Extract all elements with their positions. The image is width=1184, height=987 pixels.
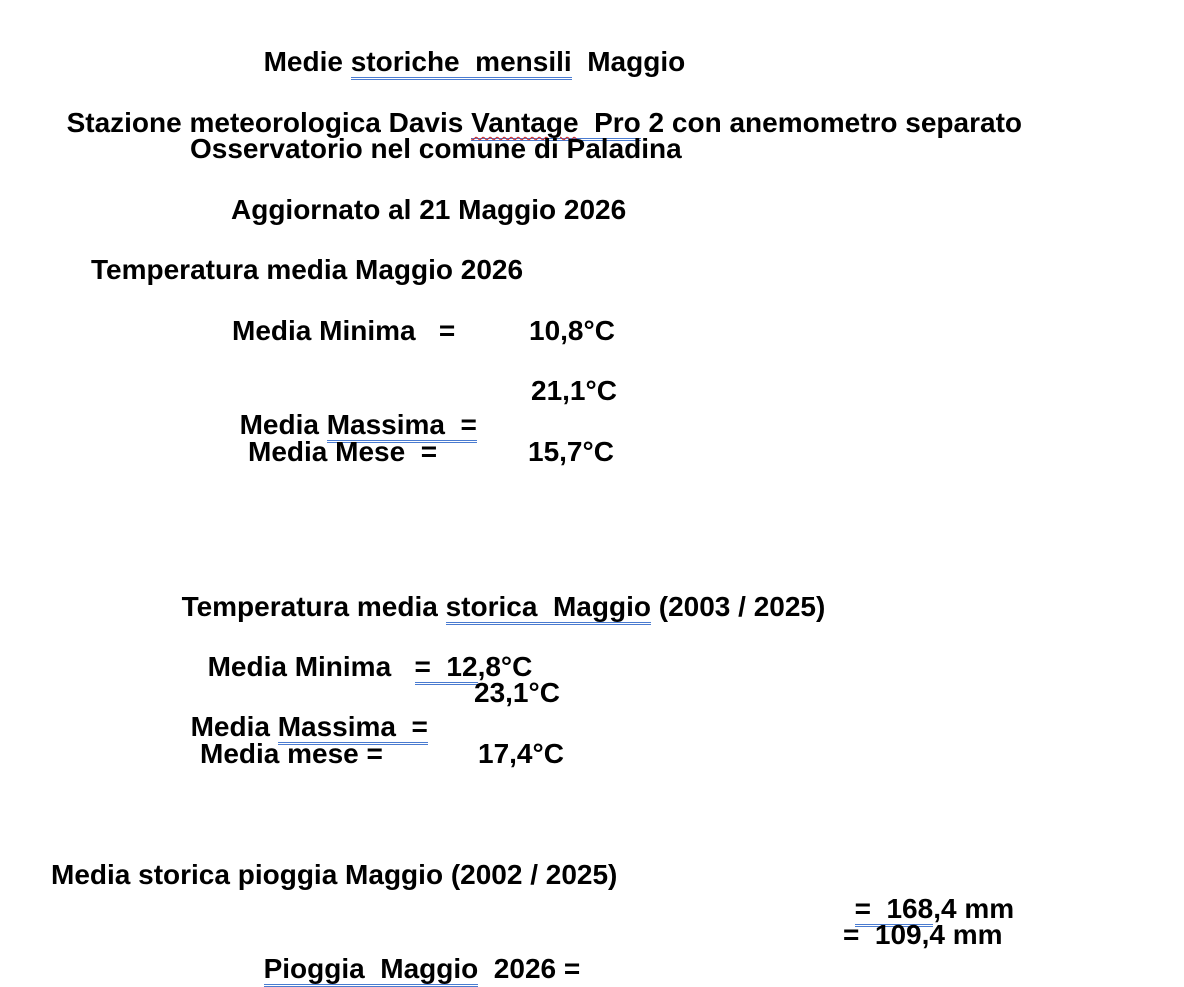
current-min-value: 10,8°C — [529, 315, 615, 346]
label-underlined: = 12 — [415, 651, 478, 685]
heading-part: Temperatura media — [181, 591, 446, 622]
rain-historical-label: Media storica pioggia Maggio (2002 / 2025) — [51, 859, 618, 890]
rain-current-label — [248, 918, 580, 986]
title-part: Medie — [263, 46, 351, 77]
title-part: Maggio — [571, 46, 686, 77]
historical-mean-value: 17,4°C — [478, 738, 564, 769]
rain-historical-value — [839, 858, 1014, 926]
station-vantage: Vantage — [471, 107, 578, 141]
title-underlined: storiche mensili — [351, 46, 572, 80]
current-min-label: Media Minima = — [232, 315, 456, 346]
value-underlined: = 168 — [855, 893, 934, 927]
station-part: Stazione meteorologica Davis — [66, 107, 472, 138]
rain-current-value: = 109,4 mm — [843, 919, 1003, 950]
historical-heading — [166, 556, 826, 622]
station-pro: Pro — [594, 107, 641, 141]
historical-min — [192, 616, 532, 684]
station-part: 2 con anemometro separato — [640, 107, 1023, 138]
label-underlined: Massima = — [327, 409, 477, 443]
label-part: Media Minima — [207, 651, 415, 682]
label-underlined: Pioggia Maggio — [264, 953, 479, 987]
current-mean-value: 15,7°C — [528, 436, 614, 467]
historical-max-value: 23,1°C — [474, 677, 560, 708]
heading-underlined: storica Maggio — [446, 591, 651, 625]
current-heading: Temperatura media Maggio 2026 — [91, 254, 524, 285]
current-max-value: 21,1°C — [531, 375, 617, 406]
station-line — [51, 72, 1023, 138]
historical-mean-label: Media mese = — [200, 738, 383, 769]
label-part: Media — [239, 409, 327, 440]
heading-part: (2003 / 2025) — [650, 591, 826, 622]
current-max-label — [224, 374, 477, 442]
updated-line: Aggiornato al 21 Maggio 2026 — [231, 194, 627, 225]
value-part: ,8°C — [477, 651, 533, 682]
label-part: 2026 = — [478, 953, 581, 984]
observatory-line: Osservatorio nel comune di Paladina — [190, 133, 682, 164]
value-part: ,4 mm — [933, 893, 1015, 924]
historical-max-label — [175, 676, 428, 744]
current-mean-label: Media Mese = — [248, 436, 438, 467]
page-title — [248, 11, 686, 77]
label-part: Media — [190, 711, 278, 742]
label-underlined: Massima = — [278, 711, 428, 745]
